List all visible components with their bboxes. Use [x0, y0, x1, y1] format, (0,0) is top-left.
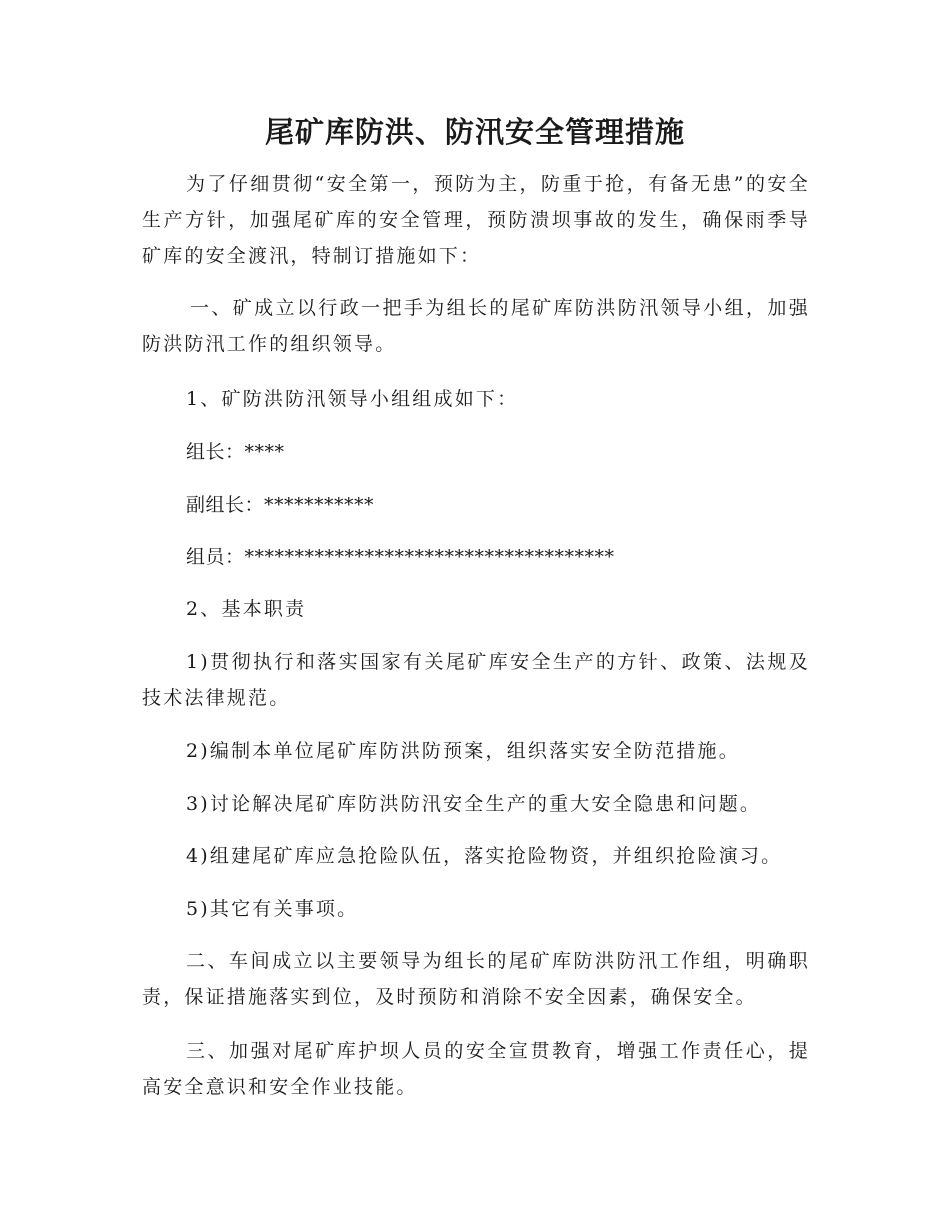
document-title: 尾矿库防洪、防汛安全管理措施 [264, 115, 685, 149]
leader-line: 组长：**** [186, 441, 285, 463]
intro-paragraph: 为了仔细贯彻“安全第一，预防为主，防重于抢，有备无患”的安全生产方针，加强尾矿库的安全管理，预防溃坝事故的发生，确保雨季导矿库的安全渡汛，特制订措施如下： [142, 173, 810, 267]
duty-3-paragraph: 3)讨论解决尾矿库防洪防汛安全生产的重大安全隐患和问题。 [186, 793, 762, 815]
duty-4-paragraph: 4)组建尾矿库应急抢险队伍，落实抢险物资，并组织抢险演习。 [186, 845, 783, 867]
members-line: 组员：************************************* [186, 546, 615, 568]
duty-2-paragraph: 2)编制本单位尾矿库防洪防预案，组织落实安全防范措施。 [186, 740, 740, 762]
item-2-heading: 2、基本职责 [186, 598, 307, 620]
duty-1-paragraph: 1)贯彻执行和落实国家有关尾矿库安全生产的方针、政策、法规及技术法律规范。 [142, 651, 810, 709]
item-1-heading: 1、矿防洪防汛领导小组组成如下： [186, 388, 519, 410]
section-2-paragraph: 二、车间成立以主要领导为组长的尾矿库防洪防汛工作组，明确职责，保证措施落实到位，及时预防和消除不安全因素，确保安全。 [142, 950, 810, 1008]
section-1-paragraph: 一、矿成立以行政一把手为组长的尾矿库防洪防汛领导小组，加强防洪防汛工作的组织领导。 [142, 297, 810, 355]
section-3-paragraph: 三、加强对尾矿库护坝人员的安全宣贯教育，增强工作责任心，提高安全意识和安全作业技能。 [142, 1040, 810, 1098]
duty-5-paragraph: 5)其它有关事项。 [186, 898, 359, 920]
vice-leader-line: 副组长：*********** [186, 494, 375, 516]
